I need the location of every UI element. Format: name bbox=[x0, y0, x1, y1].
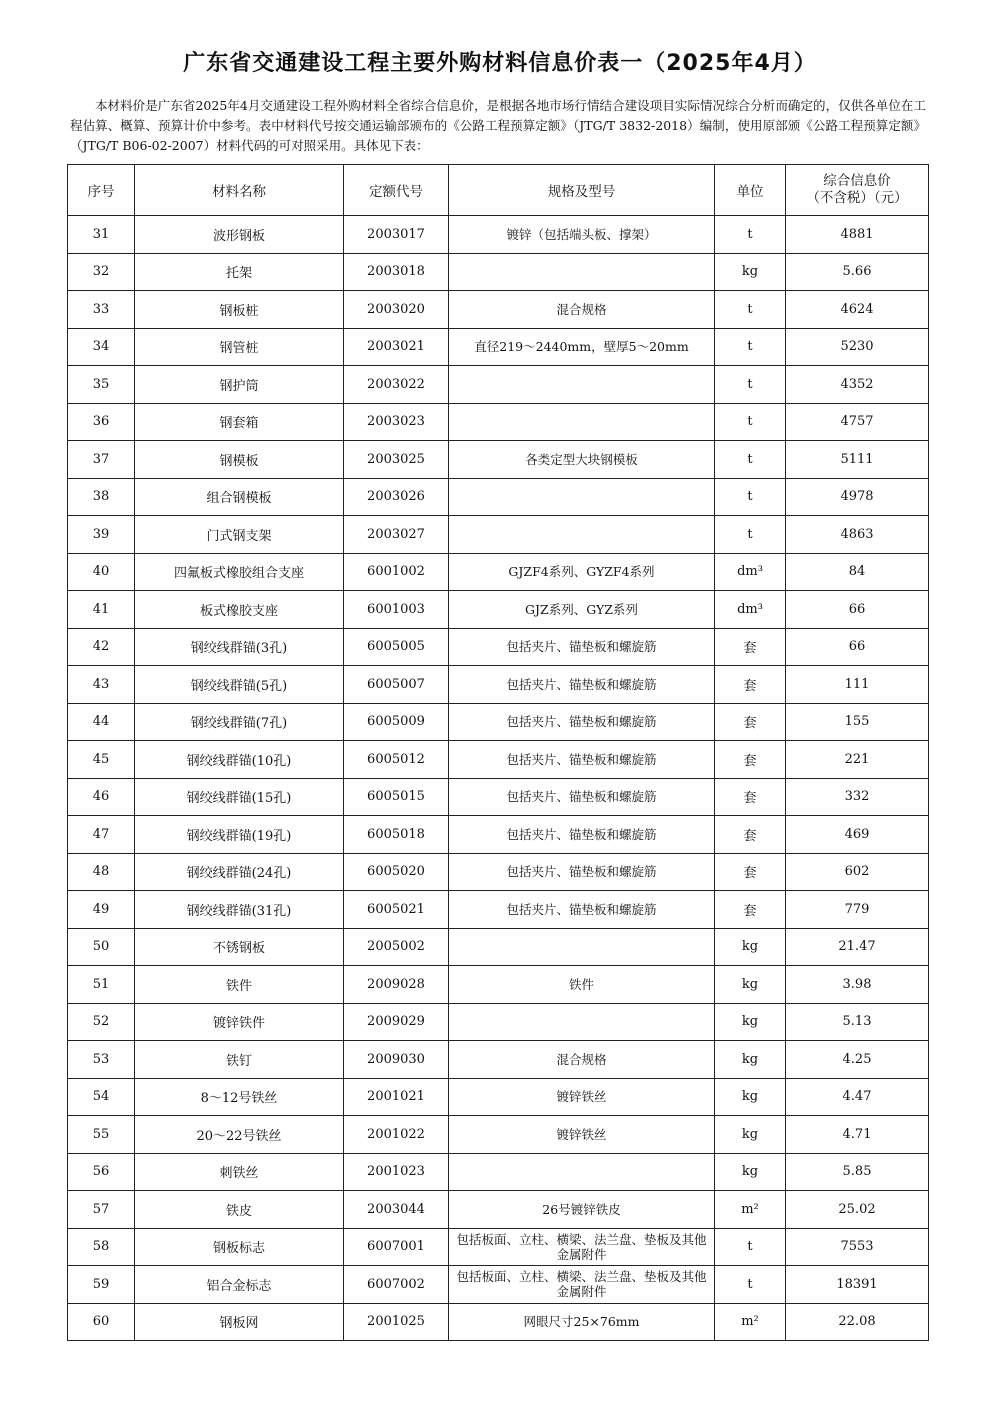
cell-seq: 31 bbox=[68, 216, 135, 254]
cell-spec: 包括夹片、锚垫板和螺旋筋 bbox=[449, 703, 715, 741]
cell-spec: 包括夹片、锚垫板和螺旋筋 bbox=[449, 853, 715, 891]
table-row bbox=[68, 628, 929, 666]
table-row bbox=[68, 366, 929, 404]
cell-spec bbox=[449, 516, 715, 554]
cell-unit: m² bbox=[715, 1191, 786, 1229]
cell-material-name: 钢板网 bbox=[135, 1303, 344, 1341]
cell-price: 111 bbox=[786, 666, 929, 704]
cell-seq: 54 bbox=[68, 1078, 135, 1116]
cell-seq: 57 bbox=[68, 1191, 135, 1229]
cell-material-name: 钢护筒 bbox=[135, 366, 344, 404]
table-row bbox=[68, 1003, 929, 1041]
cell-quota-code: 2001021 bbox=[344, 1078, 449, 1116]
cell-price: 5111 bbox=[786, 441, 929, 479]
cell-unit: kg bbox=[715, 966, 786, 1004]
cell-quota-code: 6005018 bbox=[344, 816, 449, 854]
cell-unit: 套 bbox=[715, 741, 786, 779]
cell-spec: GJZF4系列、GYZF4系列 bbox=[449, 553, 715, 591]
header-code: 定额代号 bbox=[344, 165, 449, 216]
cell-seq: 44 bbox=[68, 703, 135, 741]
cell-spec: 各类定型大块钢模板 bbox=[449, 441, 715, 479]
cell-price: 155 bbox=[786, 703, 929, 741]
cell-quota-code: 6007001 bbox=[344, 1228, 449, 1266]
cell-material-name: 板式橡胶支座 bbox=[135, 591, 344, 629]
cell-price: 4352 bbox=[786, 366, 929, 404]
table-row bbox=[68, 891, 929, 929]
cell-material-name: 钢板桩 bbox=[135, 291, 344, 329]
table-row bbox=[68, 1153, 929, 1191]
cell-seq: 47 bbox=[68, 816, 135, 854]
cell-price: 4.47 bbox=[786, 1078, 929, 1116]
cell-seq: 49 bbox=[68, 891, 135, 929]
cell-material-name: 门式钢支架 bbox=[135, 516, 344, 554]
cell-material-name: 钢绞线群锚(7孔) bbox=[135, 703, 344, 741]
cell-price: 5.66 bbox=[786, 253, 929, 291]
cell-seq: 45 bbox=[68, 741, 135, 779]
cell-unit: 套 bbox=[715, 666, 786, 704]
cell-spec bbox=[449, 478, 715, 516]
table-row bbox=[68, 591, 929, 629]
cell-quota-code: 6005005 bbox=[344, 628, 449, 666]
cell-spec: 包括夹片、锚垫板和螺旋筋 bbox=[449, 816, 715, 854]
cell-seq: 48 bbox=[68, 853, 135, 891]
cell-material-name: 钢绞线群锚(15孔) bbox=[135, 778, 344, 816]
cell-price: 4881 bbox=[786, 216, 929, 254]
cell-quota-code: 2003044 bbox=[344, 1191, 449, 1229]
cell-spec: 包括夹片、锚垫板和螺旋筋 bbox=[449, 666, 715, 704]
cell-seq: 59 bbox=[68, 1266, 135, 1304]
document-title: 广东省交通建设工程主要外购材料信息价表一（2025年4月） bbox=[183, 51, 817, 76]
cell-spec bbox=[449, 1153, 715, 1191]
cell-seq: 40 bbox=[68, 553, 135, 591]
cell-quota-code: 6001003 bbox=[344, 591, 449, 629]
cell-material-name: 镀锌铁件 bbox=[135, 1003, 344, 1041]
header-spec: 规格及型号 bbox=[449, 165, 715, 216]
cell-unit: t bbox=[715, 403, 786, 441]
cell-seq: 38 bbox=[68, 478, 135, 516]
cell-unit: kg bbox=[715, 1041, 786, 1079]
cell-seq: 55 bbox=[68, 1116, 135, 1154]
cell-material-name: 四氟板式橡胶组合支座 bbox=[135, 553, 344, 591]
cell-unit: t bbox=[715, 328, 786, 366]
cell-spec: 包括板面、立柱、横梁、法兰盘、垫板及其他金属附件 bbox=[449, 1266, 715, 1304]
table-row bbox=[68, 966, 929, 1004]
header-price-line1: 综合信息价 bbox=[823, 173, 891, 189]
cell-price: 4.25 bbox=[786, 1041, 929, 1079]
cell-unit: kg bbox=[715, 1078, 786, 1116]
cell-spec bbox=[449, 403, 715, 441]
cell-quota-code: 6001002 bbox=[344, 553, 449, 591]
table-row bbox=[68, 253, 929, 291]
cell-unit: dm³ bbox=[715, 591, 786, 629]
cell-spec bbox=[449, 928, 715, 966]
table-row bbox=[68, 1116, 929, 1154]
cell-seq: 32 bbox=[68, 253, 135, 291]
cell-price: 84 bbox=[786, 553, 929, 591]
table-row bbox=[68, 1303, 929, 1341]
cell-unit: kg bbox=[715, 253, 786, 291]
cell-price: 221 bbox=[786, 741, 929, 779]
header-name: 材料名称 bbox=[135, 165, 344, 216]
table-header bbox=[68, 165, 929, 216]
cell-seq: 53 bbox=[68, 1041, 135, 1079]
cell-seq: 36 bbox=[68, 403, 135, 441]
cell-seq: 33 bbox=[68, 291, 135, 329]
cell-seq: 58 bbox=[68, 1228, 135, 1266]
cell-seq: 51 bbox=[68, 966, 135, 1004]
cell-seq: 34 bbox=[68, 328, 135, 366]
cell-price: 602 bbox=[786, 853, 929, 891]
cell-quota-code: 6005015 bbox=[344, 778, 449, 816]
cell-unit: t bbox=[715, 516, 786, 554]
cell-quota-code: 2003021 bbox=[344, 328, 449, 366]
cell-quota-code: 2001025 bbox=[344, 1303, 449, 1341]
cell-material-name: 钢绞线群锚(19孔) bbox=[135, 816, 344, 854]
table-row bbox=[68, 516, 929, 554]
cell-unit: t bbox=[715, 366, 786, 404]
cell-material-name: 钢模板 bbox=[135, 441, 344, 479]
table-row bbox=[68, 291, 929, 329]
cell-seq: 50 bbox=[68, 928, 135, 966]
cell-seq: 56 bbox=[68, 1153, 135, 1191]
table-row bbox=[68, 1041, 929, 1079]
cell-unit: t bbox=[715, 441, 786, 479]
cell-spec: 镀锌（包括端头板、撑架） bbox=[449, 216, 715, 254]
cell-quota-code: 6005012 bbox=[344, 741, 449, 779]
cell-price: 4978 bbox=[786, 478, 929, 516]
cell-spec bbox=[449, 253, 715, 291]
cell-seq: 37 bbox=[68, 441, 135, 479]
cell-material-name: 钢绞线群锚(5孔) bbox=[135, 666, 344, 704]
cell-spec: 包括夹片、锚垫板和螺旋筋 bbox=[449, 741, 715, 779]
header-seq: 序号 bbox=[68, 165, 135, 216]
cell-quota-code: 2003022 bbox=[344, 366, 449, 404]
cell-material-name: 钢板标志 bbox=[135, 1228, 344, 1266]
cell-material-name: 钢套箱 bbox=[135, 403, 344, 441]
cell-unit: kg bbox=[715, 1153, 786, 1191]
cell-unit: kg bbox=[715, 1003, 786, 1041]
table-row bbox=[68, 703, 929, 741]
header-price-line2: （不含税）（元） bbox=[806, 190, 908, 206]
cell-spec bbox=[449, 366, 715, 404]
cell-material-name: 铁件 bbox=[135, 966, 344, 1004]
cell-price: 66 bbox=[786, 591, 929, 629]
cell-seq: 35 bbox=[68, 366, 135, 404]
cell-spec bbox=[449, 1003, 715, 1041]
cell-quota-code: 6005007 bbox=[344, 666, 449, 704]
cell-spec: 铁件 bbox=[449, 966, 715, 1004]
cell-spec: 镀锌铁丝 bbox=[449, 1116, 715, 1154]
cell-price: 25.02 bbox=[786, 1191, 929, 1229]
cell-unit: 套 bbox=[715, 891, 786, 929]
cell-material-name: 钢绞线群锚(31孔) bbox=[135, 891, 344, 929]
table-row bbox=[68, 403, 929, 441]
cell-price: 18391 bbox=[786, 1266, 929, 1304]
cell-spec: 直径219～2440mm，壁厚5～20mm bbox=[449, 328, 715, 366]
cell-unit: 套 bbox=[715, 778, 786, 816]
table-row bbox=[68, 741, 929, 779]
cell-seq: 39 bbox=[68, 516, 135, 554]
cell-spec: 包括夹片、锚垫板和螺旋筋 bbox=[449, 891, 715, 929]
cell-spec: 混合规格 bbox=[449, 291, 715, 329]
header-unit: 单位 bbox=[715, 165, 786, 216]
cell-spec: 混合规格 bbox=[449, 1041, 715, 1079]
intro-paragraph: 本材料价是广东省2025年4月交通建设工程外购材料全省综合信息价，是根据各地市场行情结合建设项目实际情况综合分析而确定的，仅供各单位在工程估算、概算、预算计价中参考。表中材料代号按交通运输部颁布的《公路工程预算定额》（JTG/T 3832-2018）编制，使用原部颁《公路工程预算定额》（JTG/T B06-02-2007）材料代码的可对照采用。具体见下表： bbox=[70, 98, 926, 153]
cell-price: 5.13 bbox=[786, 1003, 929, 1041]
table-row bbox=[68, 328, 929, 366]
cell-quota-code: 2003026 bbox=[344, 478, 449, 516]
cell-material-name: 波形钢板 bbox=[135, 216, 344, 254]
cell-quota-code: 2003020 bbox=[344, 291, 449, 329]
header-price bbox=[786, 165, 929, 216]
cell-unit: t bbox=[715, 216, 786, 254]
cell-unit: t bbox=[715, 1266, 786, 1304]
cell-quota-code: 2001023 bbox=[344, 1153, 449, 1191]
cell-quota-code: 2005002 bbox=[344, 928, 449, 966]
cell-seq: 52 bbox=[68, 1003, 135, 1041]
cell-quota-code: 6005009 bbox=[344, 703, 449, 741]
cell-price: 7553 bbox=[786, 1228, 929, 1266]
cell-unit: 套 bbox=[715, 853, 786, 891]
table-row bbox=[68, 1078, 929, 1116]
table-row bbox=[68, 666, 929, 704]
cell-quota-code: 6007002 bbox=[344, 1266, 449, 1304]
cell-unit: kg bbox=[715, 1116, 786, 1154]
cell-unit: 套 bbox=[715, 816, 786, 854]
cell-unit: t bbox=[715, 1228, 786, 1266]
cell-material-name: 钢绞线群锚(10孔) bbox=[135, 741, 344, 779]
cell-spec: 网眼尺寸25×76mm bbox=[449, 1303, 715, 1341]
cell-price: 66 bbox=[786, 628, 929, 666]
table-row bbox=[68, 816, 929, 854]
cell-quota-code: 2009030 bbox=[344, 1041, 449, 1079]
cell-seq: 43 bbox=[68, 666, 135, 704]
cell-quota-code: 2003017 bbox=[344, 216, 449, 254]
cell-seq: 60 bbox=[68, 1303, 135, 1341]
table-row bbox=[68, 853, 929, 891]
cell-unit: 套 bbox=[715, 628, 786, 666]
table-row bbox=[68, 778, 929, 816]
table-body bbox=[68, 216, 929, 1341]
cell-material-name: 铁皮 bbox=[135, 1191, 344, 1229]
cell-price: 4863 bbox=[786, 516, 929, 554]
cell-unit: m² bbox=[715, 1303, 786, 1341]
cell-material-name: 托架 bbox=[135, 253, 344, 291]
cell-material-name: 铁钉 bbox=[135, 1041, 344, 1079]
cell-material-name: 20～22号铁丝 bbox=[135, 1116, 344, 1154]
table-row bbox=[68, 1228, 929, 1266]
cell-price: 22.08 bbox=[786, 1303, 929, 1341]
cell-quota-code: 2003018 bbox=[344, 253, 449, 291]
cell-quota-code: 2003025 bbox=[344, 441, 449, 479]
cell-material-name: 刺铁丝 bbox=[135, 1153, 344, 1191]
cell-price: 5230 bbox=[786, 328, 929, 366]
cell-seq: 46 bbox=[68, 778, 135, 816]
table-row bbox=[68, 478, 929, 516]
cell-unit: dm³ bbox=[715, 553, 786, 591]
cell-seq: 42 bbox=[68, 628, 135, 666]
cell-quota-code: 2009028 bbox=[344, 966, 449, 1004]
table-row bbox=[68, 216, 929, 254]
cell-price: 779 bbox=[786, 891, 929, 929]
cell-quota-code: 2003023 bbox=[344, 403, 449, 441]
cell-unit: 套 bbox=[715, 703, 786, 741]
cell-spec: GJZ系列、GYZ系列 bbox=[449, 591, 715, 629]
cell-material-name: 不锈钢板 bbox=[135, 928, 344, 966]
cell-quota-code: 2003027 bbox=[344, 516, 449, 554]
cell-quota-code: 6005020 bbox=[344, 853, 449, 891]
table-row bbox=[68, 1191, 929, 1229]
cell-price: 21.47 bbox=[786, 928, 929, 966]
cell-material-name: 钢管桩 bbox=[135, 328, 344, 366]
cell-spec: 26号镀锌铁皮 bbox=[449, 1191, 715, 1229]
table-row bbox=[68, 928, 929, 966]
cell-material-name: 组合钢模板 bbox=[135, 478, 344, 516]
cell-price: 332 bbox=[786, 778, 929, 816]
cell-seq: 41 bbox=[68, 591, 135, 629]
table-row bbox=[68, 1266, 929, 1304]
cell-price: 3.98 bbox=[786, 966, 929, 1004]
cell-quota-code: 2009029 bbox=[344, 1003, 449, 1041]
cell-price: 4757 bbox=[786, 403, 929, 441]
cell-spec: 包括夹片、锚垫板和螺旋筋 bbox=[449, 628, 715, 666]
cell-material-name: 8～12号铁丝 bbox=[135, 1078, 344, 1116]
cell-spec: 镀锌铁丝 bbox=[449, 1078, 715, 1116]
cell-material-name: 钢绞线群锚(3孔) bbox=[135, 628, 344, 666]
cell-spec: 包括夹片、锚垫板和螺旋筋 bbox=[449, 778, 715, 816]
cell-material-name: 铝合金标志 bbox=[135, 1266, 344, 1304]
cell-price: 469 bbox=[786, 816, 929, 854]
cell-price: 4624 bbox=[786, 291, 929, 329]
cell-price: 5.85 bbox=[786, 1153, 929, 1191]
table-row bbox=[68, 553, 929, 591]
cell-quota-code: 2001022 bbox=[344, 1116, 449, 1154]
cell-unit: kg bbox=[715, 928, 786, 966]
cell-unit: t bbox=[715, 478, 786, 516]
price-table bbox=[67, 164, 929, 1341]
table-row bbox=[68, 441, 929, 479]
cell-quota-code: 6005021 bbox=[344, 891, 449, 929]
cell-price: 4.71 bbox=[786, 1116, 929, 1154]
cell-material-name: 钢绞线群锚(24孔) bbox=[135, 853, 344, 891]
cell-unit: t bbox=[715, 291, 786, 329]
cell-spec: 包括板面、立柱、横梁、法兰盘、垫板及其他金属附件 bbox=[449, 1228, 715, 1266]
